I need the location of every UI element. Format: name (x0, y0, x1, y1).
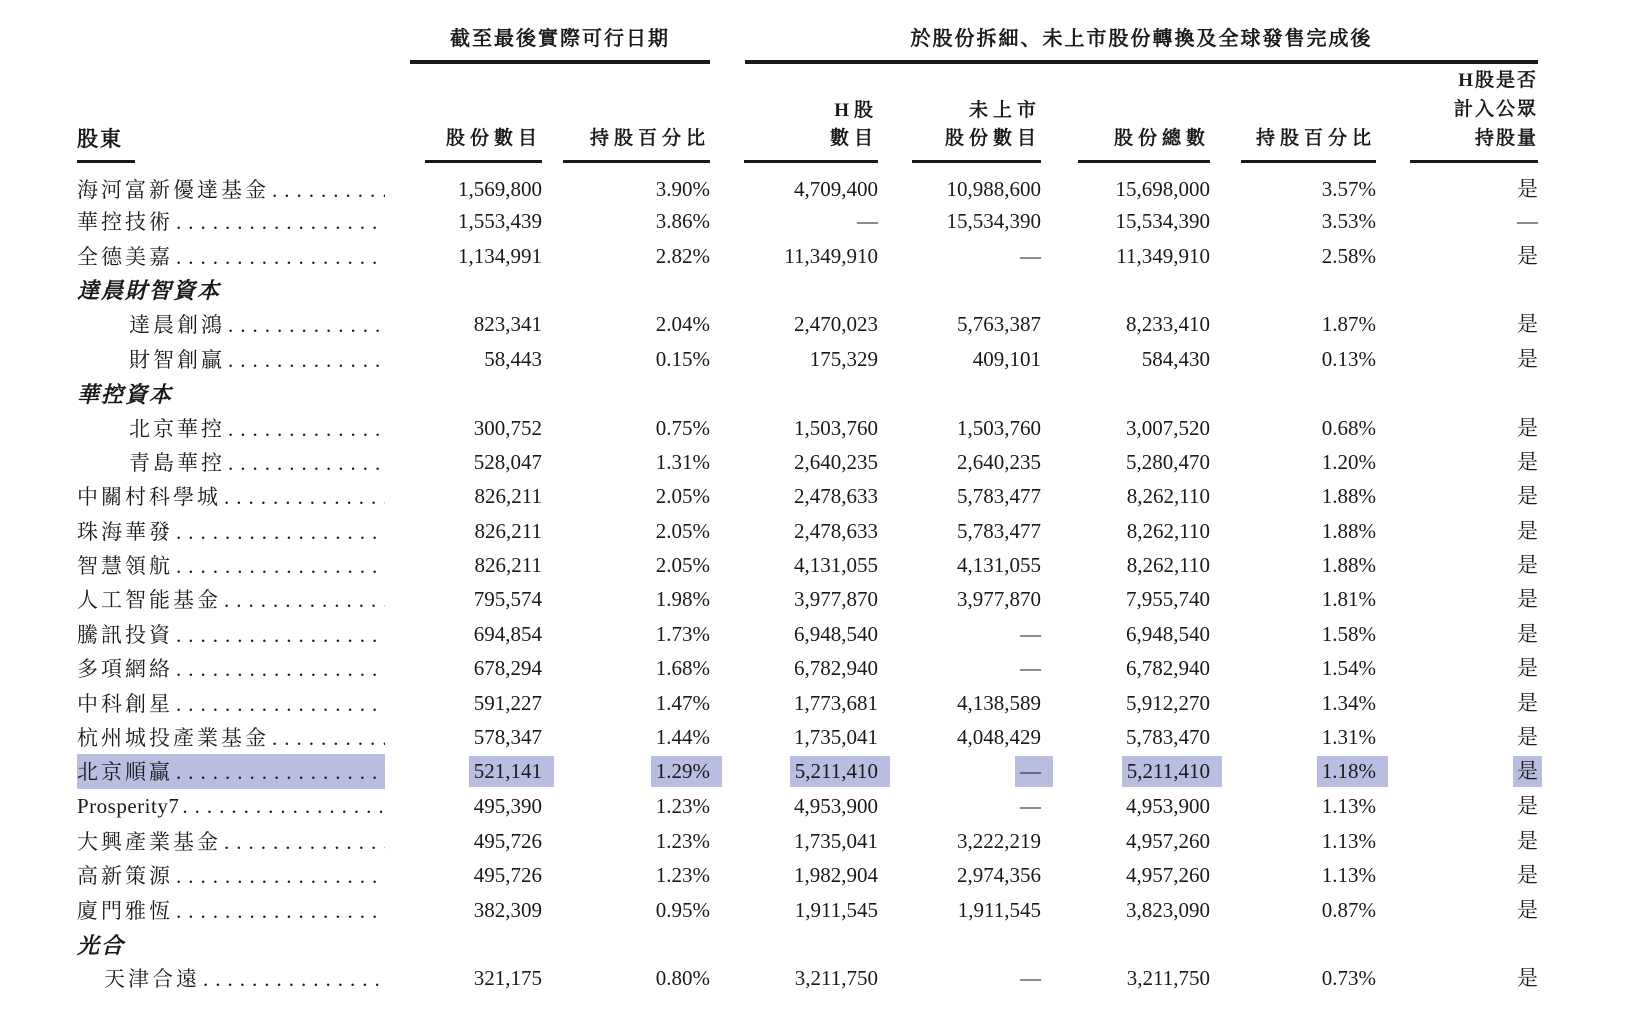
cell-value: 495,390 (473, 794, 542, 819)
shareholding-table (77, 0, 1538, 996)
cell-value: 2.82% (655, 243, 710, 268)
shareholder-row (77, 824, 1538, 858)
shareholder-name-cell (77, 413, 385, 443)
cell-value: 1.20% (1321, 449, 1376, 474)
cell-value: 2,478,633 (794, 484, 878, 509)
shareholder-name: 廈門雅恆 (77, 898, 173, 923)
cell-value: 10,988,600 (946, 177, 1041, 201)
group-name-label: 華控資本 (77, 381, 174, 407)
cell-value: 是 (1517, 966, 1539, 991)
cell-value: 1.23% (655, 794, 710, 819)
shareholder-name-cell (77, 378, 385, 409)
shareholder-name-cell (77, 794, 385, 819)
cell-value: 1,773,681 (794, 690, 878, 715)
cell-value: 1,503,760 (794, 415, 878, 440)
shareholder-row (77, 479, 1538, 513)
shareholder-name: 財智創贏 (129, 347, 225, 372)
shareholder-name-cell (77, 481, 385, 511)
cell-value: 3.57% (1321, 177, 1376, 201)
dot-leader (176, 899, 385, 924)
cell-value: 0.68% (1321, 415, 1376, 440)
cell-value: 1.88% (1321, 518, 1376, 543)
cell-value: — (1020, 966, 1041, 991)
cell-value: — (1020, 656, 1041, 681)
cell-value: 1.31% (655, 449, 710, 474)
shareholder-name-cell (77, 929, 385, 960)
cell-value: 是 (1517, 518, 1539, 543)
cell-value: 8,262,110 (1126, 484, 1210, 509)
shareholder-row (77, 307, 1538, 341)
cell-value: 是 (1517, 587, 1539, 612)
shareholder-name-cell (77, 619, 385, 649)
shareholder-row (77, 685, 1538, 719)
cell-value: 1,982,904 (794, 863, 878, 888)
cell-value: 3,823,090 (1126, 897, 1210, 922)
cell-value: 3.90% (655, 177, 710, 201)
shareholder-name-cell (77, 722, 385, 752)
cell-value: 是 (1517, 484, 1539, 509)
cell-value: 2.05% (655, 553, 710, 578)
cell-value: 382,309 (473, 897, 542, 922)
cell-value: 1.47% (655, 690, 710, 715)
shareholder-row (77, 617, 1538, 651)
cell-value: 4,138,589 (957, 690, 1041, 715)
cell-value: 1.23% (655, 828, 710, 853)
cell-value: 1.13% (1321, 828, 1376, 853)
dot-leader (228, 451, 385, 476)
cell-value: 1,503,760 (957, 415, 1041, 440)
cell-value: 578,347 (473, 725, 542, 750)
shareholder-name-cell (77, 241, 385, 271)
column-header-unlisted-shares: 未上市 股份數目 (878, 97, 1041, 163)
cell-value: 5,211,410 (790, 756, 890, 787)
cell-value: 1.31% (1321, 725, 1376, 750)
shareholder-row (77, 582, 1538, 616)
cell-value: 是 (1517, 863, 1539, 888)
column-header-shares: 股份數目 (385, 125, 542, 163)
cell-value: 0.80% (655, 966, 710, 991)
shareholder-row (77, 720, 1538, 754)
dot-leader (228, 313, 385, 338)
cell-value: 3,211,750 (1126, 966, 1210, 991)
shareholder-name: 高新策源 (77, 864, 173, 889)
shareholder-row (77, 342, 1538, 376)
dot-leader (224, 830, 385, 855)
cell-value: 11,349,910 (1116, 243, 1210, 268)
cell-value: 1.34% (1321, 690, 1376, 715)
cell-value: 1.58% (1321, 621, 1376, 646)
cell-value: 5,211,410 (1122, 756, 1222, 787)
dot-leader (176, 864, 385, 889)
dot-leader (176, 520, 385, 545)
shareholder-name-cell (77, 206, 385, 236)
cell-value: 2.58% (1321, 243, 1376, 268)
cell-value: 4,953,900 (1126, 794, 1210, 819)
cell-value: 是 (1517, 690, 1539, 715)
column-header-h-shares: H股 數目 (710, 97, 878, 163)
cell-value: 是 (1517, 553, 1539, 578)
cell-value: 1,553,439 (458, 209, 542, 234)
shareholder-name: 全德美嘉 (77, 244, 173, 269)
cell-value: 3,211,750 (794, 966, 878, 991)
table-body (77, 163, 1538, 996)
cell-value: 是 (1517, 346, 1539, 371)
shareholder-row (77, 754, 1538, 789)
cell-value: 6,948,540 (794, 621, 878, 646)
dot-leader (272, 726, 385, 751)
cell-value: 5,783,470 (1126, 725, 1210, 750)
cell-value: 8,262,110 (1126, 518, 1210, 543)
cell-value: 0.75% (655, 415, 710, 440)
shareholder-name-cell (77, 447, 385, 477)
cell-value: 1.23% (655, 863, 710, 888)
cell-value: 4,709,400 (794, 177, 878, 201)
cell-value: 3.53% (1321, 209, 1376, 234)
shareholder-name-cell (77, 826, 385, 856)
cell-value: 3,977,870 (957, 587, 1041, 612)
cell-value: 是 (1517, 656, 1539, 681)
cell-value: 15,534,390 (1115, 209, 1210, 234)
cell-value: 8,233,410 (1126, 312, 1210, 337)
column-header-total-shares: 股份總數 (1041, 125, 1210, 163)
shareholder-name: 中關村科學城 (77, 485, 221, 510)
cell-value: 是 (1517, 828, 1539, 853)
shareholder-name-cell (77, 174, 385, 204)
cell-value: 6,782,940 (794, 656, 878, 681)
group-header-row (77, 0, 1538, 64)
cell-value: 1.88% (1321, 553, 1376, 578)
shareholder-name-cell (77, 895, 385, 925)
cell-value: 6,782,940 (1126, 656, 1210, 681)
cell-value: 是 (1517, 725, 1539, 750)
cell-value: 0.15% (655, 346, 710, 371)
column-header-percentage-post: 持股百分比 (1210, 125, 1376, 163)
cell-value: 3,977,870 (794, 587, 878, 612)
cell-value: 1.18% (1317, 756, 1388, 787)
cell-value: 521,141 (469, 756, 554, 787)
dot-leader (224, 588, 385, 613)
shareholder-name-cell (77, 653, 385, 683)
dot-leader (176, 245, 385, 270)
cell-value: 409,101 (972, 346, 1041, 371)
shareholder-row (77, 163, 1538, 204)
cell-value: 是 (1513, 756, 1542, 787)
shareholder-row (77, 410, 1538, 444)
cell-value: 15,698,000 (1115, 177, 1210, 201)
cell-value: 3,222,219 (957, 828, 1041, 853)
cell-value: 1,911,545 (794, 897, 878, 922)
cell-value: 826,211 (474, 518, 542, 543)
shareholder-row (77, 445, 1538, 479)
shareholder-name: 天津合遠 (104, 967, 200, 992)
group-row (77, 376, 1538, 410)
shareholder-row (77, 514, 1538, 548)
cell-value: — (1517, 209, 1539, 234)
dot-leader (272, 178, 385, 203)
cell-value: 678,294 (473, 656, 542, 681)
cell-value: 4,957,260 (1126, 828, 1210, 853)
cell-value: 0.73% (1321, 966, 1376, 991)
cell-value: 15,534,390 (946, 209, 1041, 234)
cell-value: 5,783,477 (957, 484, 1041, 509)
cell-value: — (857, 209, 878, 234)
cell-value: 1.13% (1321, 863, 1376, 888)
shareholder-name-cell (77, 963, 385, 993)
cell-value: 2,640,235 (957, 449, 1041, 474)
cell-value: 5,763,387 (957, 312, 1041, 337)
group-row (77, 273, 1538, 307)
shareholder-column-header: 股東 (77, 125, 385, 163)
cell-value: 3,007,520 (1126, 415, 1210, 440)
shareholder-name: 珠海華發 (77, 519, 173, 544)
shareholder-row (77, 651, 1538, 685)
cell-value: 1.44% (655, 725, 710, 750)
cell-value: — (1020, 621, 1041, 646)
cell-value: 1.73% (655, 621, 710, 646)
cell-value: 4,953,900 (794, 794, 878, 819)
shareholder-name-cell (77, 754, 385, 789)
shareholder-row (77, 961, 1538, 995)
shareholder-name-cell (77, 688, 385, 718)
shareholder-row (77, 238, 1538, 272)
cell-value: 3.86% (655, 209, 710, 234)
cell-value: — (1020, 794, 1041, 819)
cell-value: 826,211 (474, 484, 542, 509)
shareholder-name: 北京順贏 (77, 760, 173, 785)
shareholder-name: 華控技術 (77, 210, 173, 235)
cell-value: 1.81% (1321, 587, 1376, 612)
dot-leader (176, 657, 385, 682)
group-header-post-offering (745, 22, 1538, 64)
shareholder-name-cell (77, 584, 385, 614)
shareholder-name: 青島華控 (129, 450, 225, 475)
shareholder-name: 人工智能基金 (77, 588, 221, 613)
cell-value: 1.87% (1321, 312, 1376, 337)
dot-leader (228, 348, 385, 373)
cell-value: 4,957,260 (1126, 863, 1210, 888)
dot-leader (182, 794, 385, 819)
cell-value: 584,430 (1141, 346, 1210, 371)
shareholder-name-cell (77, 344, 385, 374)
group-header-spacer (77, 0, 385, 64)
cell-value: — (1015, 756, 1053, 787)
cell-value: 2,470,023 (794, 312, 878, 337)
column-header-public-float: H股是否 計入公眾 持股量 (1376, 66, 1538, 163)
cell-value: 5,783,477 (957, 518, 1041, 543)
cell-value: 7,955,740 (1126, 587, 1210, 612)
shareholder-row (77, 548, 1538, 582)
shareholder-row (77, 204, 1538, 238)
group-header-2-label: 於股份拆細、未上市股份轉換及全球發售完成後 (910, 28, 1373, 50)
cell-value: 2.05% (655, 518, 710, 543)
shareholder-row (77, 858, 1538, 892)
shareholder-name-cell (77, 550, 385, 580)
cell-value: 694,854 (473, 621, 542, 646)
cell-value: 5,912,270 (1126, 690, 1210, 715)
shareholder-name: 大興產業基金 (77, 829, 221, 854)
cell-value: 是 (1517, 243, 1539, 268)
cell-value: 2,974,356 (957, 863, 1041, 888)
shareholder-name: 杭州城投產業基金 (77, 726, 269, 751)
cell-value: 1,134,991 (458, 243, 542, 268)
cell-value: 1,735,041 (794, 725, 878, 750)
group-header-as-of-date (410, 22, 710, 64)
cell-value: 1.68% (655, 656, 710, 681)
cell-value: 6,948,540 (1126, 621, 1210, 646)
dot-leader (203, 967, 385, 992)
cell-value: 11,349,910 (784, 243, 878, 268)
cell-value: 1.88% (1321, 484, 1376, 509)
dot-leader (176, 760, 385, 785)
cell-value: 是 (1517, 621, 1539, 646)
column-header-row (77, 64, 1538, 163)
shareholder-name-cell (77, 309, 385, 339)
cell-value: 300,752 (473, 415, 542, 440)
shareholder-name: 北京華控 (129, 416, 225, 441)
cell-value: 58,443 (484, 346, 542, 371)
column-header-percentage: 持股百分比 (542, 125, 710, 163)
cell-value: 528,047 (473, 449, 542, 474)
group-row (77, 927, 1538, 961)
cell-value: 495,726 (473, 828, 542, 853)
cell-value: 是 (1517, 415, 1539, 440)
dot-leader (176, 210, 385, 235)
cell-value: 1.98% (655, 587, 710, 612)
cell-value: 是 (1517, 794, 1539, 819)
shareholder-row (77, 789, 1538, 823)
cell-value: 823,341 (473, 312, 542, 337)
cell-value: 1.29% (651, 756, 722, 787)
cell-value: 0.87% (1321, 897, 1376, 922)
shareholder-name-cell (77, 516, 385, 546)
cell-value: 是 (1517, 312, 1539, 337)
cell-value: — (1020, 243, 1041, 268)
dot-leader (228, 417, 385, 442)
dot-leader (176, 554, 385, 579)
cell-value: 495,726 (473, 863, 542, 888)
cell-value: 795,574 (473, 587, 542, 612)
cell-value: 1.13% (1321, 794, 1376, 819)
shareholder-name: 達晨創鴻 (129, 313, 225, 338)
cell-value: 2.04% (655, 312, 710, 337)
cell-value: 8,262,110 (1126, 553, 1210, 578)
shareholder-name: 多項網絡 (77, 657, 173, 682)
cell-value: 2,640,235 (794, 449, 878, 474)
dot-leader (224, 485, 385, 510)
cell-value: 591,227 (473, 690, 542, 715)
dot-leader (176, 692, 385, 717)
cell-value: 1,911,545 (957, 897, 1041, 922)
shareholder-name: 中科創星 (77, 691, 173, 716)
group-name-label: 光合 (77, 932, 126, 958)
cell-value: 321,175 (473, 966, 542, 991)
group-name-label: 達晨財智資本 (77, 278, 222, 304)
shareholder-name-cell (77, 860, 385, 890)
cell-value: 0.95% (655, 897, 710, 922)
cell-value: 826,211 (474, 553, 542, 578)
cell-value: 2.05% (655, 484, 710, 509)
cell-value: 4,048,429 (957, 725, 1041, 750)
shareholder-name-cell (77, 274, 385, 305)
dot-leader (176, 623, 385, 648)
cell-value: 175,329 (809, 346, 878, 371)
cell-value: 5,280,470 (1126, 449, 1210, 474)
cell-value: 2,478,633 (794, 518, 878, 543)
cell-value: 0.13% (1321, 346, 1376, 371)
cell-value: 是 (1517, 897, 1539, 922)
cell-value: 1,569,800 (458, 177, 542, 201)
cell-value: 4,131,055 (957, 553, 1041, 578)
shareholder-name: 智慧領航 (77, 554, 173, 579)
cell-value: 4,131,055 (794, 553, 878, 578)
shareholder-name: 海河富新優達基金 (77, 178, 269, 202)
cell-value: 是 (1517, 177, 1539, 201)
shareholder-name: Prosperity7 (77, 793, 180, 818)
shareholder-name: 騰訊投資 (77, 622, 173, 647)
cell-value: 1,735,041 (794, 828, 878, 853)
group-header-1-label: 截至最後實際可行日期 (450, 28, 670, 50)
cell-value: 1.54% (1321, 656, 1376, 681)
cell-value: 是 (1517, 449, 1539, 474)
shareholder-row (77, 892, 1538, 926)
